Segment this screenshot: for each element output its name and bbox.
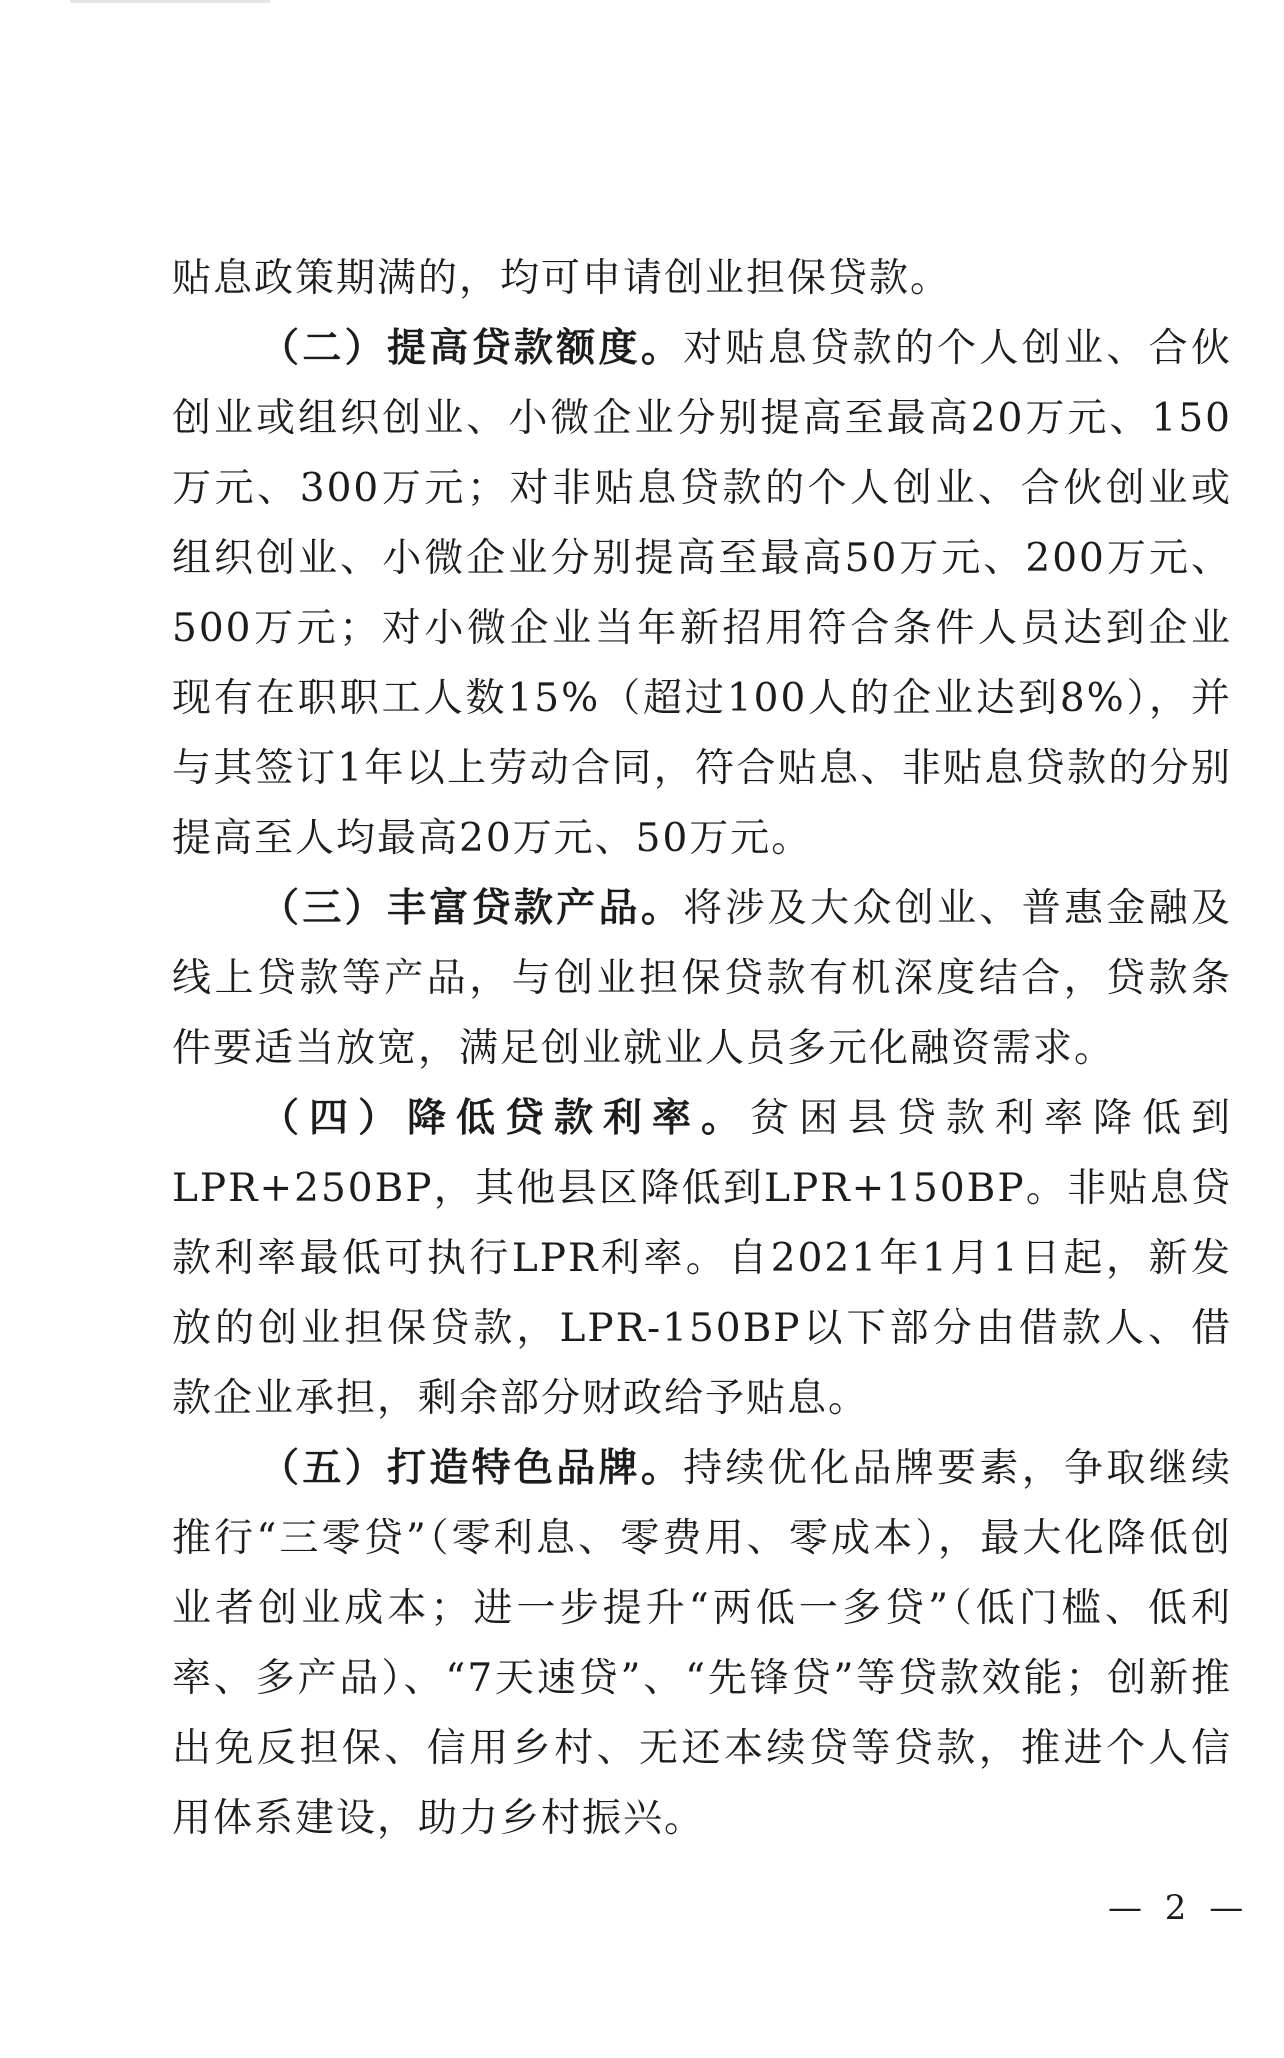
paragraph-1 [172,244,1232,314]
document-body [172,244,1232,1854]
paragraph-2-text: 对贴息贷款的个人创业、合伙创业或组织创业、小微企业分别提高至最高20万元、150万元、300万元；对非贴息贷款的个人创业、合伙创业或组织创业、小微企业分别提高至最高50万元、200万元、500万元；对小微企业当年新招用符合条件人员达到企业现有在职职工人数15%（超过100人的企业达到8%），并与其签订1年以上劳动合同，符合贴息、非贴息贷款的分别提高至人均最高20万元、50万元。 [172,326,1232,861]
paragraph-1-text: 贴息政策期满的，均可申请创业担保贷款。 [172,256,952,301]
paragraph-5-heading: （五）打造特色品牌。 [260,1446,684,1491]
paragraph-3 [172,874,1232,1084]
paragraph-4 [172,1084,1232,1434]
page-top-edge [70,0,270,3]
paragraph-3-text: 将涉及大众创业、普惠金融及线上贷款等产品，与创业担保贷款有机深度结合，贷款条件要适当放宽，满足创业就业人员多元化融资需求。 [172,886,1232,1071]
paragraph-2 [172,314,1232,874]
paragraph-4-text: 贫困县贷款利率降低到LPR+250BP，其他县区降低到LPR+150BP。非贴息贷款利率最低可执行LPR利率。自2021年1月1日起，新发放的创业担保贷款，LPR-150BP以下部分由借款人、借款企业承担，剩余部分财政给予贴息。 [172,1096,1232,1421]
paragraph-4-heading: （四）降低贷款利率。 [260,1096,750,1141]
page-number: — 2 — [1108,1888,1250,1928]
paragraph-5-text: 持续优化品牌要素，争取继续推行“三零贷”（零利息、零费用、零成本），最大化降低创业者创业成本；进一步提升“两低一多贷”（低门槛、低利率、多产品）、“7天速贷”、“先锋贷”等贷款效能；创新推出免反担保、信用乡村、无还本续贷等贷款，推进个人信用体系建设，助力乡村振兴。 [172,1446,1232,1841]
paragraph-5 [172,1434,1232,1854]
paragraph-3-heading: （三）丰富贷款产品。 [260,886,684,931]
paragraph-2-heading: （二）提高贷款额度。 [260,326,684,371]
